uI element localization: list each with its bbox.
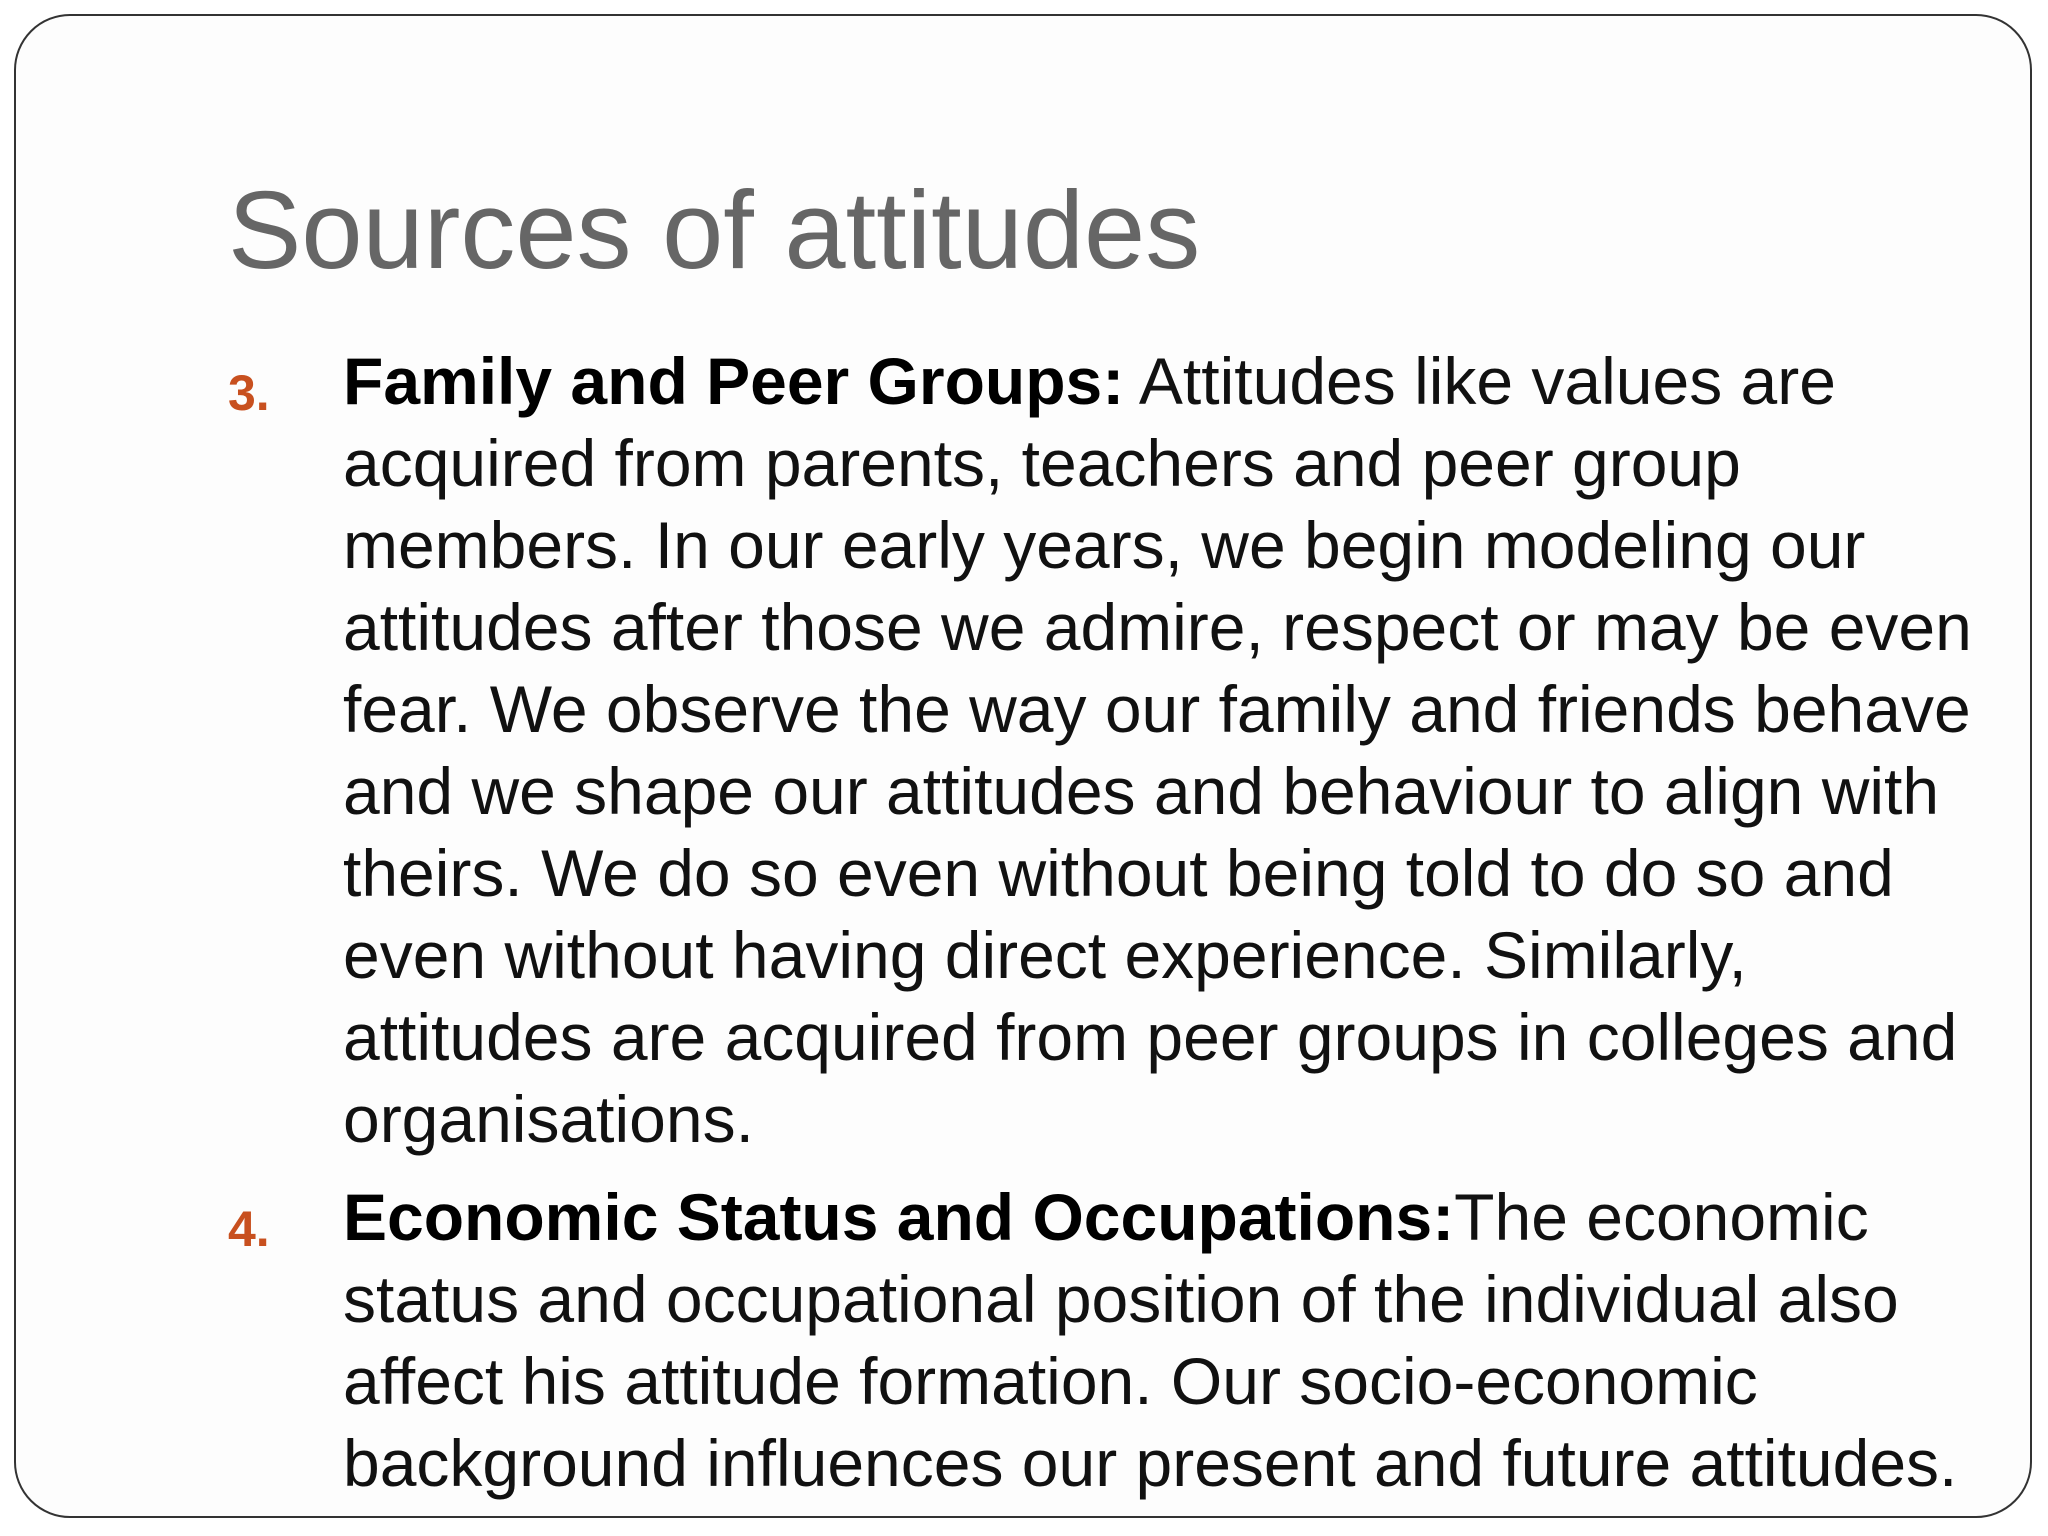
list-item-text xyxy=(343,1176,1983,1504)
list-item-number: 4. xyxy=(228,1201,270,1257)
list-item-number: 3. xyxy=(228,365,270,421)
list-item-heading: Economic Status and Occupations: xyxy=(343,1180,1455,1254)
list-item-text xyxy=(343,340,1983,1160)
list-item-heading: Family and Peer Groups: xyxy=(343,344,1125,418)
slide-content xyxy=(16,340,2032,1518)
list-item-body: Attitudes like values are acquired from parents, teachers and peer group members. In our early years, we begin modeling our attitudes after those we admire, respect or may be even fear. We observe the way our family and friends behave and we shape our attitudes and behaviour to align with theirs. We do so even without being told to do so and even without having direct experience. Similarly, attitudes are acquired from peer groups in colleges and organisations. xyxy=(343,344,1972,1156)
list-item-economic-status xyxy=(16,1176,2032,1504)
slide-title: Sources of attitudes xyxy=(228,169,1201,292)
list-item-body: The economic status and occupational position of the individual also affect his attitude formation. Our socio-economic background influences our present and future attitudes. xyxy=(343,1180,1958,1500)
slide-frame xyxy=(14,14,2032,1518)
list-item-family-peer-groups xyxy=(16,340,2032,1160)
